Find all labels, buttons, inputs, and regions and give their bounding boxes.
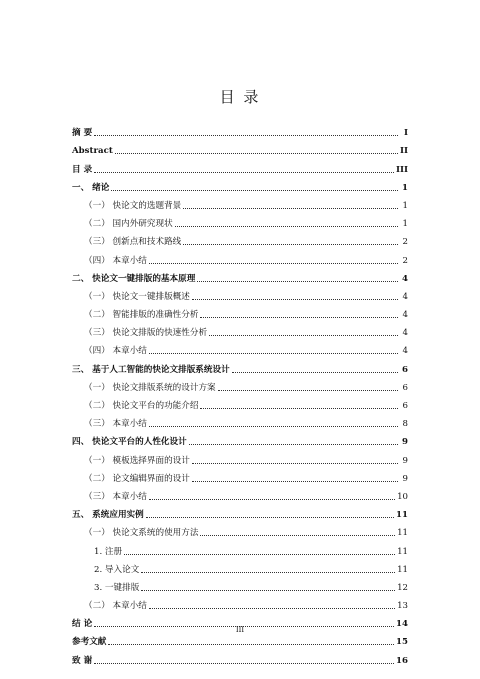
toc-entry	[72, 229, 408, 247]
toc-entry-label: （一） 快论文一键排版概述	[84, 291, 190, 302]
toc-entry-label: 目 录	[72, 164, 93, 175]
toc-dot-leader	[183, 208, 398, 209]
toc-title: 目 录	[219, 88, 261, 106]
toc-entry-label: （一） 快论文排版系统的设计方案	[84, 382, 216, 393]
toc-dot-leader	[149, 353, 398, 354]
toc-entry-page: 1	[402, 200, 408, 211]
toc-entry-page: 2	[402, 237, 408, 248]
toc-dot-leader	[94, 135, 398, 136]
toc-entry-label: （二） 论文编辑界面的设计	[84, 473, 190, 484]
toc-entry	[72, 538, 408, 556]
toc-dot-leader	[200, 317, 398, 318]
toc-dot-leader	[218, 390, 398, 391]
toc-dot-leader	[141, 572, 395, 573]
toc-dot-leader	[108, 644, 394, 645]
toc-entry-label: 3. 一键排版	[94, 582, 140, 593]
toc-entry	[72, 593, 408, 611]
toc-entry-label: （二） 快论文平台的功能介绍	[84, 401, 199, 411]
toc-entry-page: 4	[402, 291, 408, 302]
toc-entry-label: （四） 本章小结	[84, 346, 147, 357]
toc-entry-label: 摘 要	[72, 128, 93, 139]
toc-entry	[72, 575, 408, 593]
toc-entry	[72, 193, 408, 211]
toc-entry-page: 11	[397, 564, 408, 575]
toc-entry	[72, 138, 408, 156]
toc-entry	[72, 156, 408, 174]
toc-dot-leader	[149, 499, 395, 500]
toc-entry-page: 9	[402, 437, 408, 448]
toc-entry-page: 1	[402, 219, 408, 230]
toc-entry	[72, 284, 408, 302]
toc-entry-label: （一） 模板选择界面的设计	[84, 455, 190, 466]
toc-entry-page: 6	[402, 364, 408, 375]
toc-entry	[72, 375, 408, 393]
toc-entry	[72, 266, 408, 284]
toc-entry	[72, 520, 408, 538]
toc-entry-page: 9	[402, 455, 408, 466]
toc-entry-label: 致 谢	[72, 655, 93, 666]
toc-dot-leader	[94, 172, 394, 173]
toc-dot-leader	[189, 444, 398, 445]
toc-entry	[72, 466, 408, 484]
toc-dot-leader	[146, 517, 394, 518]
toc-entry-label: 五、 系统应用实例	[72, 510, 144, 521]
toc-entry-label: （三） 本章小结	[84, 419, 147, 430]
toc-entry	[72, 502, 408, 520]
toc-dot-leader	[200, 535, 395, 536]
toc-entry-label: （二） 智能排版的准确性分析	[84, 310, 199, 321]
toc-entry	[72, 247, 408, 265]
toc-entry-label: Abstract	[72, 146, 113, 157]
toc-entry	[72, 175, 408, 193]
toc-entry-page: 6	[402, 382, 408, 393]
page-number-footer: III	[235, 626, 245, 634]
toc-entry-label: （三） 创新点和技术路线	[84, 237, 182, 248]
toc-dot-leader	[200, 408, 398, 409]
toc-entry-page: 16	[396, 655, 408, 666]
toc-dot-leader	[183, 244, 398, 245]
toc-dot-leader	[111, 190, 398, 191]
toc-entry-label: 一、 绪论	[72, 182, 110, 193]
toc-entry-page: 2	[402, 255, 408, 266]
toc-entry-label: （三） 快论文排版的快速性分析	[84, 328, 208, 339]
table-of-contents	[72, 120, 408, 666]
toc-entry-page: 4	[402, 273, 408, 284]
toc-entry-page: 14	[396, 619, 408, 630]
toc-entry-page: 4	[402, 310, 408, 321]
toc-entry-page: I	[403, 128, 408, 139]
toc-entry	[72, 393, 408, 411]
toc-entry	[72, 484, 408, 502]
toc-dot-leader	[141, 590, 395, 591]
toc-entry	[72, 320, 408, 338]
toc-entry	[72, 647, 408, 665]
toc-dot-leader	[197, 281, 398, 282]
toc-entry-label: 参考文献	[72, 637, 107, 648]
toc-entry	[72, 411, 408, 429]
toc-entry-label: 三、 基于人工智能的快论文排版系统设计	[72, 364, 230, 375]
toc-entry-page: 10	[397, 491, 408, 502]
toc-entry-page: 15	[396, 637, 408, 648]
toc-entry-page: 11	[397, 528, 408, 539]
toc-entry-label: （三） 本章小结	[84, 491, 147, 502]
toc-entry	[72, 557, 408, 575]
toc-dot-leader	[209, 335, 398, 336]
toc-dot-leader	[94, 663, 394, 664]
toc-entry-page: 9	[402, 473, 408, 484]
toc-entry	[72, 356, 408, 374]
toc-entry-page: 4	[402, 328, 408, 339]
toc-entry	[72, 211, 408, 229]
toc-dot-leader	[232, 372, 398, 373]
toc-entry	[72, 447, 408, 465]
toc-entry-label: 结 论	[72, 619, 93, 630]
toc-entry-label: 四、 快论文平台的人性化设计	[72, 437, 187, 448]
toc-entry-page: III	[395, 164, 408, 175]
toc-entry-label: 1. 注册	[94, 546, 123, 557]
toc-entry-label: （四） 本章小结	[84, 255, 147, 266]
toc-dot-leader	[115, 153, 398, 154]
toc-entry	[72, 338, 408, 356]
toc-entry-page: 1	[402, 182, 408, 193]
toc-dot-leader	[175, 226, 398, 227]
toc-entry	[72, 429, 408, 447]
toc-entry-label: （一） 快论文系统的使用方法	[84, 528, 199, 539]
toc-entry-label: 2. 导入论文	[94, 564, 140, 575]
toc-entry-page: II	[399, 146, 408, 157]
toc-entry-page: 12	[397, 582, 408, 593]
toc-entry-page: 11	[397, 546, 408, 557]
toc-entry	[72, 120, 408, 138]
toc-dot-leader	[149, 608, 395, 609]
toc-entry-page: 11	[396, 510, 408, 521]
toc-entry-page: 4	[402, 346, 408, 357]
toc-entry-label: （二） 本章小结	[84, 601, 147, 612]
toc-entry-page: 6	[402, 401, 408, 411]
toc-dot-leader	[149, 263, 398, 264]
toc-entry-page: 13	[397, 601, 408, 612]
toc-dot-leader	[192, 463, 398, 464]
toc-dot-leader	[124, 554, 395, 555]
toc-dot-leader	[149, 426, 398, 427]
toc-entry-label: 二、 快论文一键排版的基本原理	[72, 273, 196, 284]
toc-entry-page: 8	[402, 419, 408, 430]
toc-entry-label: （一） 快论文的选题背景	[84, 200, 182, 211]
toc-dot-leader	[192, 299, 398, 300]
toc-entry-label: （二） 国内外研究现状	[84, 219, 173, 230]
toc-entry	[72, 302, 408, 320]
toc-dot-leader	[192, 481, 398, 482]
